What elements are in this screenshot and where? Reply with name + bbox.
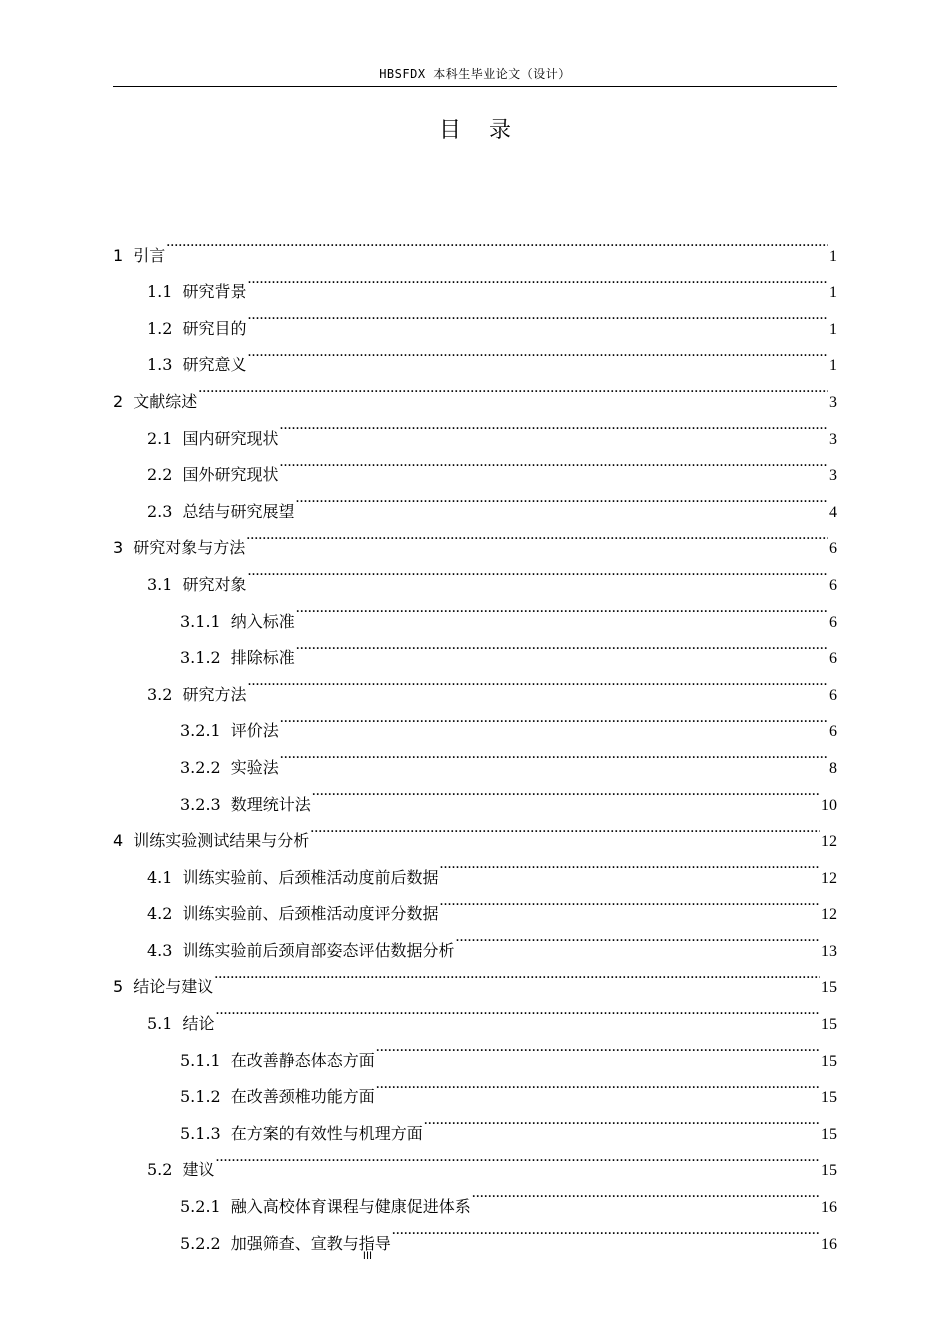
toc-dot-leader: [279, 444, 828, 481]
toc-entry-title: 总结与研究展望: [182, 501, 295, 521]
toc-entry-page: 3: [829, 430, 837, 448]
toc-entry-number: 5: [113, 977, 124, 997]
toc-entry-number: 5.2.2: [180, 1233, 221, 1253]
toc-entry-number: 5.2: [147, 1160, 173, 1180]
toc-entry-page: 6: [829, 650, 837, 668]
toc-entry-number: 5.1: [147, 1014, 173, 1034]
toc-entry-title: 在改善静态体态方面: [230, 1050, 375, 1070]
toc-entry-title: 研究目的: [182, 318, 247, 338]
toc-entry-page: 1: [829, 320, 837, 338]
toc-entry-number: 1: [113, 245, 124, 265]
toc-dot-leader: [247, 663, 828, 700]
toc-entry-number: 2.2: [147, 465, 173, 485]
toc-entry-title: 训练实验前、后颈椎活动度前后数据: [182, 867, 439, 887]
toc-entry-number: 3.2.2: [180, 757, 221, 777]
toc-entry-page: 3: [829, 467, 837, 485]
page-header-text: HBSFDX 本科生毕业论文（设计）: [379, 67, 571, 81]
toc-entry-page: 13: [821, 942, 837, 960]
toc-entry-number: 4.1: [147, 867, 173, 887]
toc-entry-title: 评价法: [230, 721, 279, 741]
toc-entry-page: 15: [821, 1125, 837, 1143]
toc-dot-leader: [215, 992, 820, 1029]
toc-entry[interactable]: [113, 370, 837, 411]
toc-dot-leader: [280, 700, 828, 737]
toc-dot-leader: [439, 883, 820, 920]
toc-entry[interactable]: [113, 736, 837, 777]
toc-entry-title: 排除标准: [230, 648, 295, 668]
toc-dot-leader: [312, 773, 820, 810]
toc-entry-title: 研究对象与方法: [133, 538, 246, 558]
toc-entry[interactable]: [113, 627, 837, 668]
toc-dot-leader: [392, 1212, 820, 1249]
toc-entry-page: 12: [821, 869, 837, 887]
toc-entry-page: 15: [821, 979, 837, 997]
toc-entry-number: 5.1.3: [180, 1123, 221, 1143]
toc-entry-number: 1.3: [147, 355, 173, 375]
toc-entry-page: 6: [829, 613, 837, 631]
toc-entry-number: 5.2.1: [180, 1197, 221, 1217]
toc-entry[interactable]: [113, 261, 837, 302]
toc-entry-number: 3.2: [147, 684, 173, 704]
toc-entry-number: 5.1.1: [180, 1050, 221, 1070]
toc-dot-leader: [198, 370, 828, 407]
toc-entry-page: 12: [821, 906, 837, 924]
toc-entry-number: 2.3: [147, 501, 173, 521]
toc-dot-leader: [295, 480, 828, 517]
toc-entry-number: 4: [113, 831, 124, 851]
toc-entry[interactable]: [113, 1029, 837, 1070]
toc-dot-leader: [424, 1102, 820, 1139]
page-footer: [0, 1249, 735, 1263]
toc-dot-leader: [247, 261, 828, 298]
toc-entry-title: 训练实验测试结果与分析: [133, 831, 310, 851]
toc-entry-title: 结论与建议: [133, 977, 214, 997]
toc-entry-page: 16: [821, 1199, 837, 1217]
toc-entry-page: 16: [821, 1235, 837, 1253]
toc-entry-number: 1.1: [147, 282, 173, 302]
toc-dot-leader: [280, 736, 828, 773]
toc-entry[interactable]: [113, 407, 837, 448]
toc-dot-leader: [214, 956, 820, 993]
toc-entry-page: 4: [829, 503, 837, 521]
toc-dot-leader: [247, 553, 828, 590]
toc-entry-title: 在改善颈椎功能方面: [230, 1087, 375, 1107]
toc-entry-page: 10: [821, 796, 837, 814]
toc-entry-page: 3: [829, 393, 837, 411]
toc-entry-page: 15: [821, 1162, 837, 1180]
toc-entry[interactable]: [113, 773, 837, 814]
toc-entry-page: 1: [829, 357, 837, 375]
toc-dot-leader: [455, 919, 820, 956]
toc-entry-page: 1: [829, 284, 837, 302]
toc-entry-number: 5.1.2: [180, 1087, 221, 1107]
toc-entry[interactable]: [113, 1212, 837, 1253]
toc-entry-title: 结论: [182, 1014, 215, 1034]
toc-entry-page: 15: [821, 1089, 837, 1107]
toc-entry-number: 4.2: [147, 904, 173, 924]
toc-entry-number: 3.1.1: [180, 611, 221, 631]
toc-dot-leader: [376, 1029, 820, 1066]
toc-dot-leader: [439, 846, 820, 883]
toc-entry-page: 6: [829, 686, 837, 704]
page-number: III: [362, 1250, 373, 1262]
toc-entry-title: 研究背景: [182, 282, 247, 302]
toc-entry-title: 国外研究现状: [182, 465, 279, 485]
toc-entry-page: 15: [821, 1052, 837, 1070]
toc-entry-number: 3.2.3: [180, 794, 221, 814]
toc-entry-title: 引言: [133, 245, 166, 265]
toc-dot-leader: [247, 334, 828, 371]
toc-entry[interactable]: [113, 810, 837, 851]
toc-entry-title: 建议: [182, 1160, 215, 1180]
toc-entry-number: 2.1: [147, 428, 173, 448]
toc-entry-title: 实验法: [230, 757, 279, 777]
header-divider: [113, 86, 837, 87]
toc-entry[interactable]: [113, 1066, 837, 1107]
page-header: [113, 64, 837, 86]
toc-entry-title: 数理统计法: [230, 794, 311, 814]
toc-entry[interactable]: [113, 663, 837, 704]
toc-title: 目录: [438, 118, 539, 143]
toc-dot-leader: [215, 1139, 820, 1176]
toc-entry-title: 加强筛查、宣教与指导: [230, 1233, 391, 1253]
toc-entry-title: 文献综述: [133, 391, 198, 411]
toc-entry-number: 3.1: [147, 574, 173, 594]
toc-entry-page: 15: [821, 1016, 837, 1034]
toc-entry-title: 纳入标准: [230, 611, 295, 631]
toc-entry[interactable]: [113, 956, 837, 997]
table-of-contents: [113, 224, 837, 1253]
toc-entry-page: 6: [829, 576, 837, 594]
toc-entry-number: 3: [113, 538, 124, 558]
toc-entry-title: 研究意义: [182, 355, 247, 375]
toc-dot-leader: [296, 627, 828, 664]
toc-dot-leader: [247, 297, 828, 334]
toc-entry-title: 训练实验前后颈肩部姿态评估数据分析: [182, 940, 455, 960]
toc-entry[interactable]: [113, 1102, 837, 1143]
toc-dot-leader: [376, 1066, 820, 1103]
toc-entry-number: 1.2: [147, 318, 173, 338]
toc-entry-page: 12: [821, 833, 837, 851]
toc-entry-page: 1: [829, 247, 837, 265]
toc-dot-leader: [279, 407, 828, 444]
toc-entry-number: 2: [113, 391, 124, 411]
toc-entry[interactable]: [113, 1139, 837, 1180]
toc-entry-title: 研究方法: [182, 684, 247, 704]
toc-entry-title: 在方案的有效性与机理方面: [230, 1123, 423, 1143]
toc-entry[interactable]: [113, 1175, 837, 1217]
toc-entry-page: 6: [829, 540, 837, 558]
toc-entry-title: 融入高校体育课程与健康促进体系: [230, 1197, 471, 1217]
toc-entry-number: 3.2.1: [180, 721, 221, 741]
toc-entry-title: 训练实验前、后颈椎活动度评分数据: [182, 904, 439, 924]
toc-entry-page: 8: [829, 759, 837, 777]
toc-entry[interactable]: [113, 992, 837, 1034]
toc-dot-leader: [246, 517, 828, 554]
toc-entry-title: 国内研究现状: [182, 428, 279, 448]
toc-dot-leader: [472, 1175, 820, 1212]
toc-entry-page: 6: [829, 723, 837, 741]
toc-dot-leader: [296, 590, 828, 627]
toc-entry-number: 4.3: [147, 940, 173, 960]
toc-dot-leader: [166, 224, 828, 261]
toc-entry-title: 研究对象: [182, 574, 247, 594]
toc-entry[interactable]: [113, 224, 837, 265]
toc-dot-leader: [310, 810, 820, 847]
toc-entry-number: 3.1.2: [180, 648, 221, 668]
